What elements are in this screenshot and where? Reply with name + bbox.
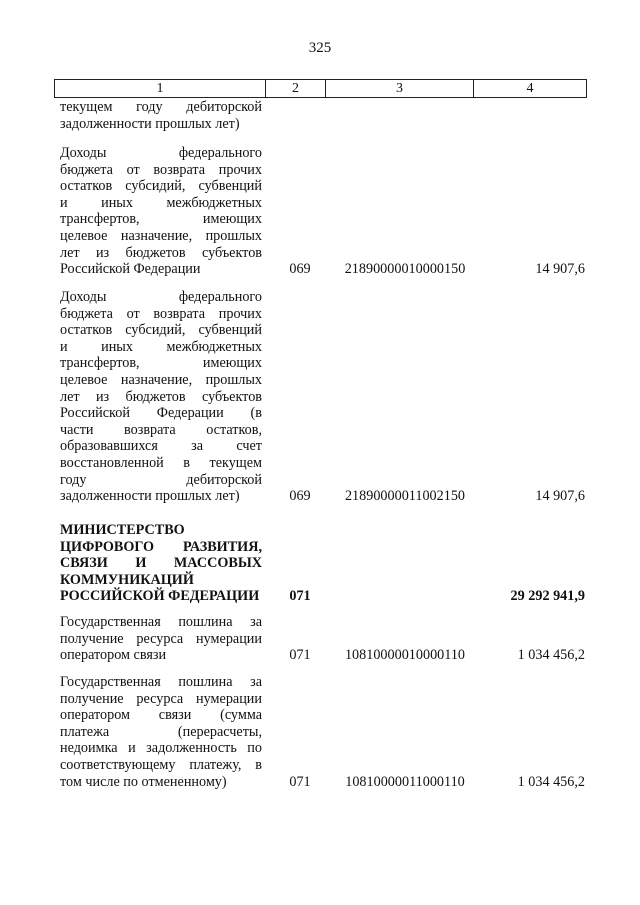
row-name-line: восстановленной в текущем [60, 454, 262, 471]
row-kbk: 10810000011000110 [345, 774, 465, 790]
row-name [60, 289, 262, 505]
row-code: 071 [289, 647, 311, 663]
row-name-line: Государственная пошлина за [60, 674, 262, 690]
column-header-4: 4 [474, 80, 587, 98]
row-name-line: образовавшихся за счет [60, 438, 262, 455]
row-sum: 29 292 941,9 [510, 588, 585, 604]
column-header-table [54, 79, 587, 98]
row-code: 071 [289, 774, 311, 790]
row-name [60, 522, 262, 605]
row-sum: 1 034 456,2 [517, 647, 585, 663]
row-name-line: Государственная пошлина за [60, 614, 262, 630]
row-kbk: 21890000011002150 [344, 488, 466, 504]
row-name-line: и иных межбюджетных [60, 194, 262, 211]
column-header-3: 3 [326, 80, 474, 98]
row-name-line: платежа (перерасчеты, [60, 723, 262, 740]
column-header-row [55, 80, 587, 98]
row-name-line: Российской Федерации [60, 261, 201, 278]
row-name-line: целевое назначение, прошлых [60, 371, 262, 388]
row-name-line: получение ресурса нумерации [60, 690, 262, 707]
row-name-line: Доходы федерального [60, 145, 262, 161]
row-name-line: лет из бюджетов субъектов [60, 244, 262, 261]
row-name-line: бюджета от возврата прочих [60, 305, 262, 322]
row-name-line: части возврата остатков, [60, 421, 262, 438]
row-sum: 14 907,6 [535, 488, 585, 504]
row-code: 069 [289, 261, 311, 277]
column-header-2: 2 [266, 80, 326, 98]
row-name-line: МИНИСТЕРСТВО [60, 522, 185, 538]
row-name [60, 614, 262, 664]
row-name-line: задолженности прошлых лет) [60, 115, 240, 132]
row-name-line: ЦИФРОВОГО РАЗВИТИЯ, [60, 538, 262, 555]
row-code: 071 [289, 588, 311, 604]
row-name-line: РОССИЙСКОЙ ФЕДЕРАЦИИ [60, 588, 260, 605]
row-name-line: целевое назначение, прошлых [60, 227, 262, 244]
row-name-line: трансфертов, имеющих [60, 211, 262, 228]
row-sum: 14 907,6 [535, 261, 585, 277]
row-name-line: трансфертов, имеющих [60, 355, 262, 372]
row-name-line: текущем году дебиторской [60, 99, 262, 115]
row-kbk: 10810000010000110 [344, 647, 466, 663]
row-name-line: соответствующему платежу, в [60, 756, 262, 773]
row-name-line: том числе по отмененному) [60, 773, 227, 790]
row-name-line: оператором связи (сумма [60, 707, 262, 724]
row-name-line: остатков субсидий, субвенций [60, 178, 262, 195]
column-header-1: 1 [55, 80, 266, 98]
row-name [60, 674, 262, 790]
row-code: 069 [289, 488, 311, 504]
row-name-line: СВЯЗИ И МАССОВЫХ [60, 555, 262, 572]
row-name-line: году дебиторской [60, 471, 262, 488]
row-name-line: Доходы федерального [60, 289, 262, 305]
row-kbk: 21890000010000150 [344, 261, 466, 277]
row-name-line: КОММУНИКАЦИЙ [60, 571, 194, 588]
row-name-line: получение ресурса нумерации [60, 630, 262, 647]
row-name-line: оператором связи [60, 647, 167, 664]
page-number: 325 [308, 40, 332, 56]
row-name-line: недоимка и задолженность по [60, 740, 262, 757]
row-name-line: и иных межбюджетных [60, 338, 262, 355]
row-name-line: Российской Федерации (в [60, 405, 262, 422]
row-name-line: бюджета от возврата прочих [60, 161, 262, 178]
row-name [60, 145, 262, 278]
row-sum: 1 034 456,2 [517, 774, 585, 790]
row-name-line: лет из бюджетов субъектов [60, 388, 262, 405]
row-name-line: остатков субсидий, субвенций [60, 322, 262, 339]
row-name-line: задолженности прошлых лет) [60, 488, 240, 505]
row-name [60, 99, 262, 132]
